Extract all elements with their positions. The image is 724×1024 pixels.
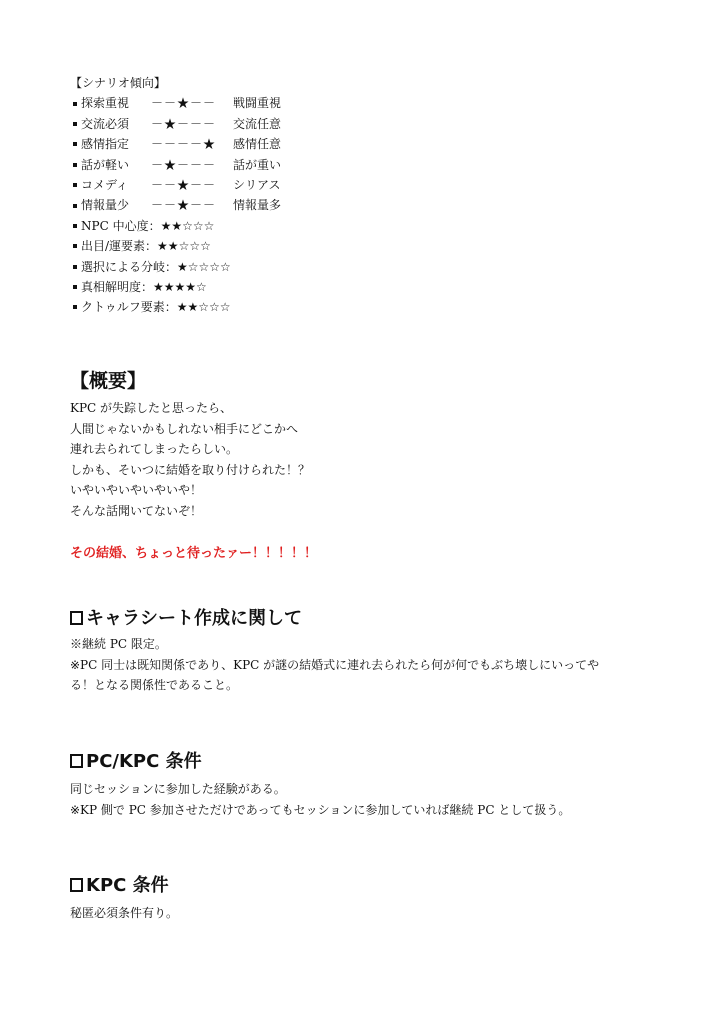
tendency-row <box>70 134 281 154</box>
rating-stars: ★★☆☆☆ <box>160 218 215 233</box>
rating-label: クトゥルフ要素： <box>81 300 177 315</box>
pc-kpc-text <box>70 779 570 820</box>
character-sheet-heading-text: キャラシート作成に関して <box>86 608 302 629</box>
overview-line: 人間じゃないかもしれない相手にどこかへ <box>70 421 299 436</box>
tendency-row <box>70 155 281 175</box>
bullet-icon <box>73 142 77 146</box>
tendency-right: 情報量多 <box>233 198 282 213</box>
tendency-row <box>70 175 281 195</box>
kpc-text <box>70 903 178 924</box>
rating-label: NPC 中心度： <box>81 218 161 233</box>
rating-label: 出目/運要素： <box>81 239 158 254</box>
pc-kpc-line: 同じセッションに参加した経験がある。 <box>70 782 286 796</box>
rating-stars: ★★☆☆☆ <box>176 300 231 315</box>
tendency-scale: －－★－－ <box>151 198 217 213</box>
bullet-icon <box>73 224 77 228</box>
checkbox-icon <box>70 754 83 768</box>
rating-row <box>70 236 281 256</box>
overview-emphasis: その結婚、ちょっと待ったァー！！！！！ <box>70 546 318 561</box>
rating-stars: ★★★★☆ <box>153 279 207 294</box>
tendency-left: 探索重視 <box>81 96 130 111</box>
overview-line: KPC が失踪したと思ったら、 <box>70 401 233 415</box>
pc-kpc-line: ※KP 側で PC 参加させただけであってもセッションに参加していれば継続 PC として扱う。 <box>70 802 571 817</box>
character-sheet-heading <box>70 604 302 630</box>
rating-stars: ★★☆☆☆ <box>157 239 211 254</box>
rating-row <box>70 216 281 236</box>
character-sheet-line: ※PC 同士は既知関係であり、KPC が謎の結婚式に連れ去られたら何が何でもぶち壊しにいってや <box>70 657 600 672</box>
tendency-scale: －★－－－ <box>151 116 217 131</box>
tendency-right: 話が重い <box>233 157 282 172</box>
tendency-row <box>70 93 281 113</box>
tendency-row <box>70 195 281 215</box>
bullet-icon <box>73 265 77 269</box>
character-sheet-line: る！となる関係性であること。 <box>70 678 239 692</box>
tendency-right: シリアス <box>233 177 281 192</box>
tendency-scale: －－★－－ <box>151 96 217 111</box>
tendency-left: 交流必須 <box>81 116 130 131</box>
rating-row <box>70 257 281 277</box>
character-sheet-text <box>70 634 599 696</box>
overview-line: いやいやいやいやいや！ <box>70 483 203 497</box>
tendency-right: 戦闘重視 <box>233 96 282 111</box>
tendency-left: 感情指定 <box>81 137 130 152</box>
bullet-icon <box>73 163 77 167</box>
bullet-icon <box>73 285 77 289</box>
rating-label: 選択による分岐： <box>81 259 178 274</box>
tendency-right: 感情任意 <box>233 137 282 152</box>
kpc-line: 秘匿必須条件有り。 <box>70 906 179 920</box>
bullet-icon <box>73 305 77 309</box>
character-sheet-line: ※継続 PC 限定。 <box>70 637 167 651</box>
rating-label: 真相解明度： <box>81 279 154 294</box>
pc-kpc-heading-text: PC/KPC 条件 <box>86 751 202 772</box>
overview-line: しかも、そいつに結婚を取り付けられた！？ <box>70 462 311 477</box>
bullet-icon <box>73 204 77 208</box>
tendency-scale: －－★－－ <box>151 177 217 192</box>
tendency-scale: －－－－★ <box>151 137 217 152</box>
bullet-icon <box>73 244 77 248</box>
tendency-heading: 【シナリオ傾向】 <box>70 76 166 90</box>
overview-text <box>70 398 310 521</box>
rating-stars: ★☆☆☆☆ <box>177 259 231 274</box>
rating-row <box>70 277 281 297</box>
tendency-left: コメディ <box>81 177 129 192</box>
bullet-icon <box>73 183 77 187</box>
overview-line: そんな話聞いてないぞ！ <box>70 503 203 518</box>
tendency-left: 話が軽い <box>81 157 130 172</box>
checkbox-icon <box>70 611 83 625</box>
bullet-icon <box>73 122 77 126</box>
rating-row <box>70 297 281 317</box>
tendency-left: 情報量少 <box>81 198 130 213</box>
overview-line: 連れ去られてしまったらしい。 <box>70 442 239 456</box>
tendency-right: 交流任意 <box>233 116 282 131</box>
bullet-icon <box>73 102 77 106</box>
scenario-tendency <box>70 73 281 318</box>
tendency-scale: －★－－－ <box>151 157 217 172</box>
kpc-heading-text: KPC 条件 <box>86 875 169 896</box>
overview-heading: 【概要】 <box>70 370 147 392</box>
pc-kpc-heading <box>70 747 202 773</box>
kpc-heading <box>70 871 169 897</box>
tendency-row <box>70 114 281 134</box>
checkbox-icon <box>70 878 83 892</box>
